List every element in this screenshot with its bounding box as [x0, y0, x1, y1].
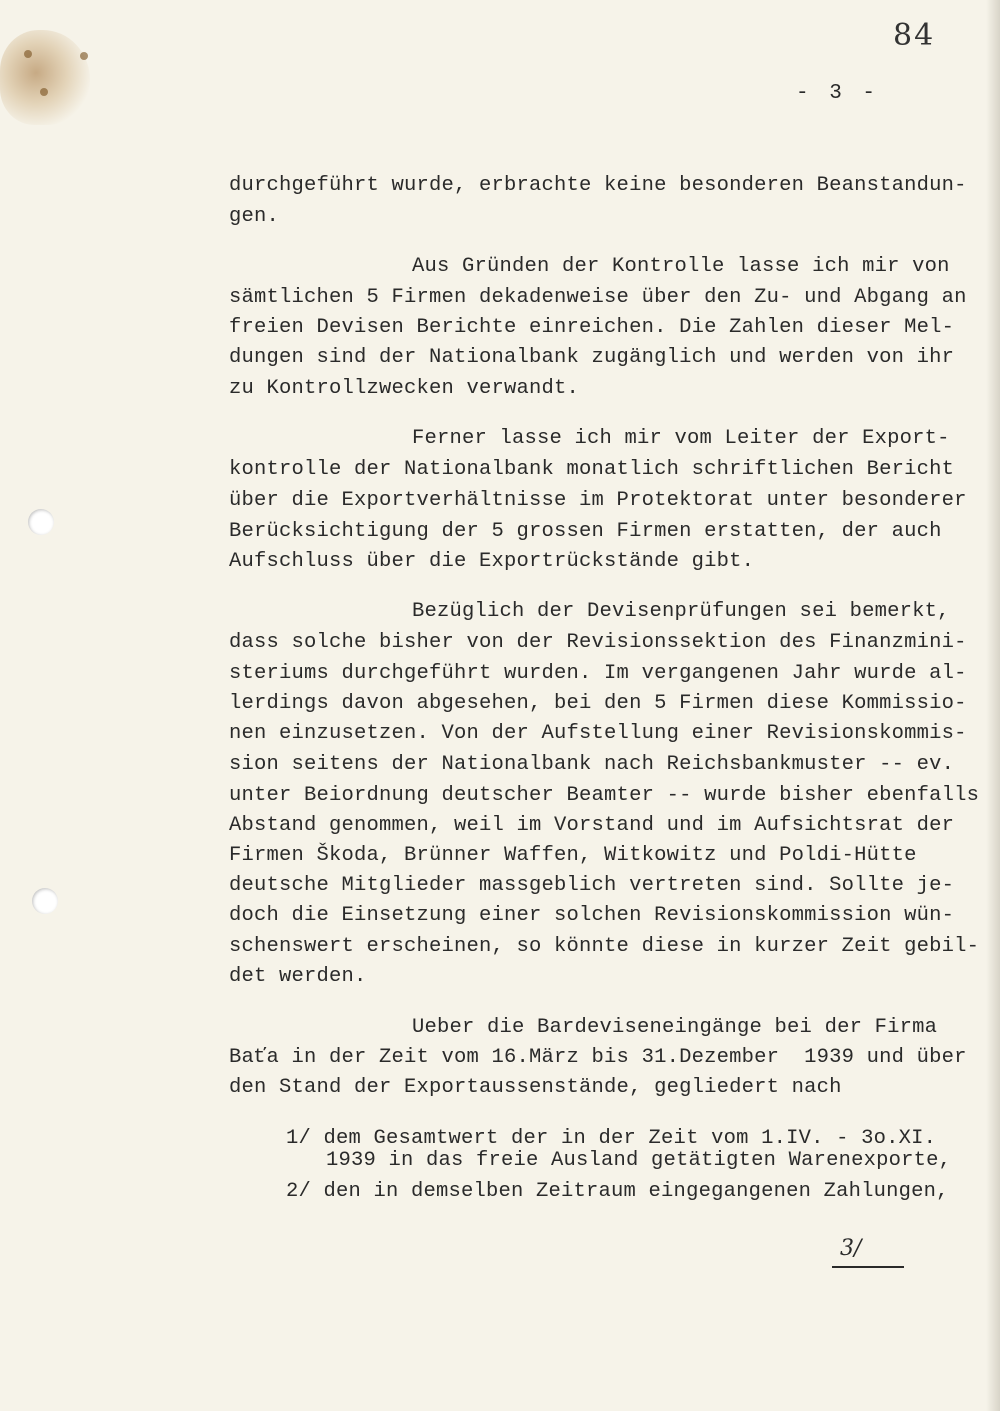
list-item-continuation: 1939 in das freie Ausland getätigten Warenexporte,	[326, 1149, 952, 1172]
list-item: 1/ dem Gesamtwert der in der Zeit vom 1.IV. - 3o.XI.	[286, 1127, 937, 1150]
text-line: zu Kontrollzwecken verwandt.	[229, 377, 580, 400]
text-line: Aus Gründen der Kontrolle lasse ich mir von	[412, 255, 950, 278]
text-line: Berücksichtigung der 5 grossen Firmen erstatten, der auch	[229, 520, 942, 543]
page-number: - 3 -	[796, 82, 880, 105]
punch-hole	[28, 509, 54, 535]
text-line: Abstand genommen, weil im Vorstand und im Aufsichtsrat der	[229, 814, 955, 837]
list-item: 2/ den in demselben Zeitraum eingegangenen Zahlungen,	[286, 1180, 949, 1203]
text-line: Firmen Škoda, Brünner Waffen, Witkowitz und Poldi-Hütte	[229, 844, 917, 867]
text-line: det werden.	[229, 965, 367, 988]
text-line: dass solche bisher von der Revisionssektion des Finanzmini-	[229, 631, 967, 654]
text-line: deutsche Mitglieder massgeblich vertreten sind. Sollte je-	[229, 874, 955, 897]
text-line: Bezüglich der Devisenprüfungen sei bemerkt,	[412, 600, 950, 623]
text-line: über die Exportverhältnisse im Protektorat unter besonderer	[229, 489, 967, 512]
scan-edge	[986, 0, 1000, 1411]
punch-hole	[32, 888, 58, 914]
text-line: unter Beiordnung deutscher Beamter -- wurde bisher ebenfalls	[229, 784, 980, 807]
text-line: schenswert erscheinen, so könnte diese in kurzer Zeit gebil-	[229, 935, 980, 958]
continuation-reference: 3/	[840, 1236, 862, 1261]
rust-dot	[24, 50, 32, 58]
text-line: freien Devisen Berichte einreichen. Die Zahlen dieser Mel-	[229, 316, 955, 339]
rust-dot	[80, 52, 88, 60]
text-line: sämtlichen 5 Firmen dekadenweise über den Zu- und Abgang an	[229, 286, 967, 309]
text-line: gen.	[229, 205, 280, 228]
rust-dot	[40, 88, 48, 96]
rust-stain	[0, 30, 90, 125]
text-line: den Stand der Exportaussenstände, gegliedert nach	[229, 1076, 842, 1099]
text-line: steriums durchgeführt wurden. Im vergangenen Jahr wurde al-	[229, 662, 967, 685]
text-line: kontrolle der Nationalbank monatlich schriftlichen Bericht	[229, 458, 955, 481]
text-line: Ueber die Bardeviseneingänge bei der Firma	[412, 1016, 938, 1039]
continuation-underline	[832, 1266, 904, 1268]
text-line: Baťa in der Zeit vom 16.März bis 31.Dezember 1939 und über	[229, 1046, 967, 1069]
text-line: doch die Einsetzung einer solchen Revisionskommission wün-	[229, 904, 955, 927]
folio-number: 84	[893, 18, 936, 53]
text-line: nen einzusetzen. Von der Aufstellung einer Revisionskommis-	[229, 722, 967, 745]
text-line: sion seitens der Nationalbank nach Reichsbankmuster -- ev.	[229, 753, 955, 776]
text-line: Aufschluss über die Exportrückstände gibt.	[229, 550, 755, 573]
text-line: Ferner lasse ich mir vom Leiter der Export-	[412, 427, 950, 450]
text-line: dungen sind der Nationalbank zugänglich und werden von ihr	[229, 346, 955, 369]
text-line: lerdings davon abgesehen, bei den 5 Firmen diese Kommissio-	[229, 692, 967, 715]
text-line: durchgeführt wurde, erbrachte keine besonderen Beanstandun-	[229, 174, 967, 197]
